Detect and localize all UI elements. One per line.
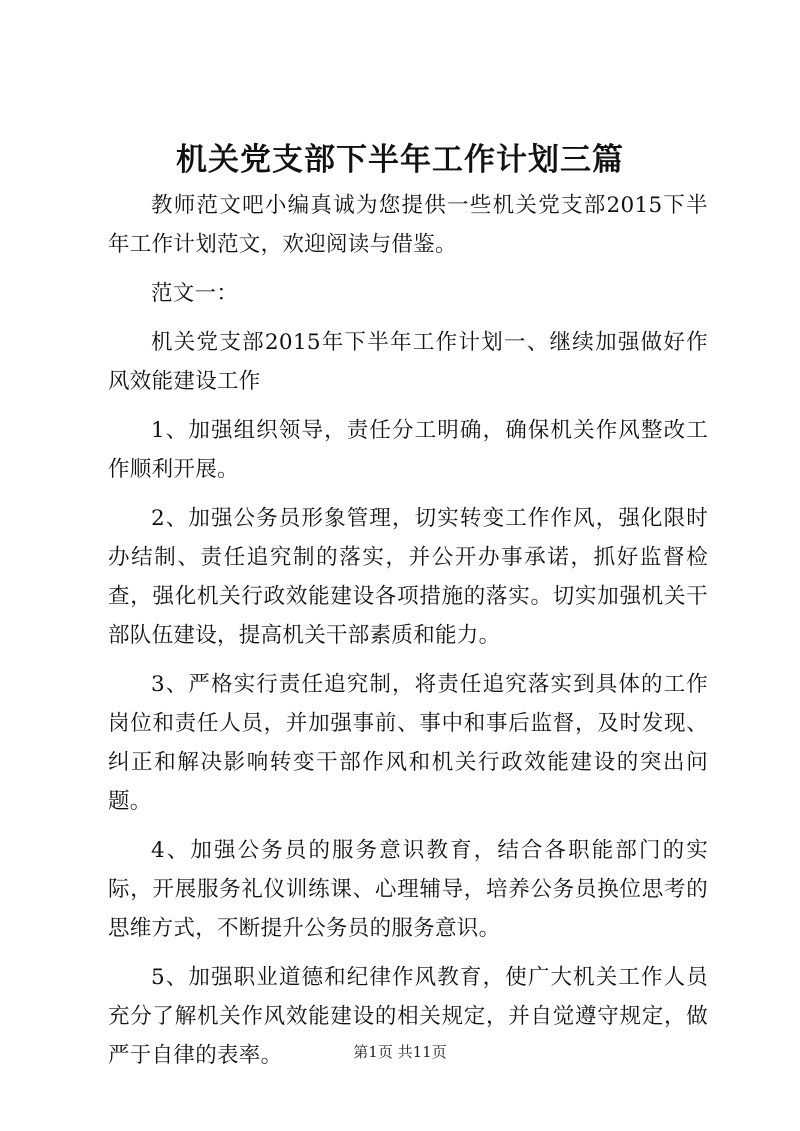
paragraph-item-1: 1、加强组织领导，责任分工明确，确保机关作风整改工作顺利开展。 [108,418,708,482]
paragraph-plan-heading: 机关党支部2015年下半年工作计划一、继续加强做好作风效能建设工作 [108,330,708,394]
document-title: 机关党支部下半年工作计划三篇 [176,142,624,178]
paragraph-item-5: 5、加强职业道德和纪律作风教育，使广大机关工作人员充分了解机关作风效能建设的相关规定，并自觉遵守规定，做严于自律的表率。 [108,965,708,1068]
paragraph-intro: 教师范文吧小编真诚为您提供一些机关党支部2015下半年工作计划范文，欢迎阅读与借鉴。 [108,193,708,257]
document-body [108,186,708,1085]
paragraph-item-2: 2、加强公务员形象管理，切实转变工作作风，强化限时办结制、责任追究制的落实，并公开办事承诺，抓好监督检查，强化机关行政效能建设各项措施的落实。切实加强机关干部队伍建设，提高机关干部素质和能力。 [108,506,708,648]
paragraph-item-4: 4、加强公务员的服务意识教育，结合各职能部门的实际，开展服务礼仪训练课、心理辅导，培养公务员换位思考的思维方式，不断提升公务员的服务意识。 [108,838,708,941]
paragraph-sample-label: 范文一： [151,281,239,306]
paragraph-item-3: 3、严格实行责任追究制，将责任追究落实到具体的工作岗位和责任人员，并加强事前、事中和事后监督，及时发现、纠正和解决影响转变干部作风和机关行政效能建设的突出问题。 [108,672,708,814]
page-number-footer: 第1页 共11页 [353,1043,447,1061]
